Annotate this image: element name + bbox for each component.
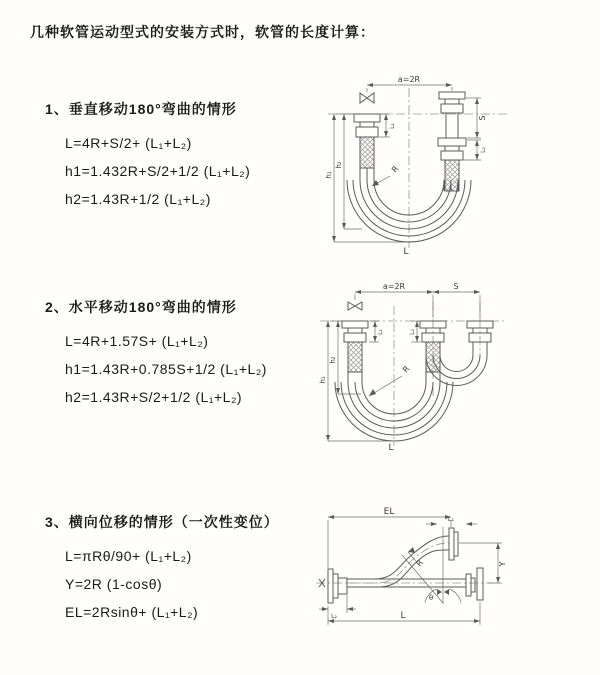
centerlines [328, 88, 510, 248]
section-3-number: 3、 [45, 514, 69, 530]
dim-label-L2: L₂ [331, 613, 337, 620]
dim-label-Y: Y [498, 561, 507, 567]
section-1-formula-L: L=4R+S/2+ (L₁+L₂) [65, 135, 192, 151]
section-1-formula-h2: h2=1.43R+1/2 (L₁+L₂) [65, 191, 211, 207]
section-2-heading [45, 297, 267, 327]
left-fitting [342, 321, 368, 372]
length-label: L [403, 247, 409, 257]
diagram-lateral-displacement [298, 503, 600, 645]
length-label: L [400, 611, 406, 621]
section-3-formula-EL: EL=2Rsinθ+ (L₁+L₂) [65, 604, 199, 620]
valve-icon [348, 302, 362, 310]
section-1-number: 1、 [45, 101, 69, 117]
dim-label-h2: h₂ [329, 356, 337, 364]
right-fitting-lower [438, 138, 466, 191]
left-fitting [354, 114, 380, 168]
diagram-horizontal-180-bend [306, 280, 600, 452]
angle-label-theta: θ [428, 594, 434, 602]
section-3-formula-L: L=πRθ/90+ (L₁+L₂) [65, 548, 192, 564]
section-1-formula-h1: h1=1.432R+S/2+1/2 (L₁+L₂) [65, 163, 251, 179]
braided-hose-section [360, 137, 374, 168]
section-2-formula-L: L=4R+1.57S+ (L₁+L₂) [65, 333, 209, 349]
page-title: 几种软管运动型式的安装方式时，软管的长度计算： [30, 24, 375, 40]
dim-label-h1: h₁ [325, 171, 333, 179]
section-3-formula-Y: Y=2R (1-cosθ) [65, 576, 163, 592]
section-2 [45, 297, 267, 411]
dimension-arrows [322, 515, 500, 623]
section-2-title: 水平移动180°弯曲的情形 [68, 299, 237, 315]
dim-label-EL: EL [383, 507, 395, 517]
braided-hose-section [445, 160, 459, 191]
section-1 [45, 99, 250, 213]
length-label: L [388, 443, 394, 452]
valve-icon [360, 93, 374, 103]
dim-label-S: S [478, 115, 487, 121]
right-fitting-upper [439, 92, 465, 138]
section-2-formula-h2: h2=1.43R+S/2+1/2 (L₁+L₂) [65, 389, 243, 405]
centerlines [316, 543, 494, 583]
top-right-flange [449, 528, 458, 560]
section-3 [45, 512, 279, 626]
section-2-formula-h1: h1=1.43R+0.785S+1/2 (L₁+L₂) [65, 361, 267, 377]
dim-label-L2: L₂ [480, 147, 487, 153]
section-1-title: 垂直移动180°弯曲的情形 [68, 101, 237, 117]
dim-label-S: S [453, 282, 459, 291]
dim-label-span: a=2R [397, 75, 421, 84]
section-3-title: 横向位移的情形（一次性变位） [68, 514, 279, 530]
radius-label: R [390, 164, 401, 175]
radius-label: R [401, 364, 412, 375]
dimension-lines [319, 517, 502, 625]
section-1-heading [45, 99, 250, 129]
section-3-heading [45, 512, 279, 542]
left-flange [328, 569, 347, 603]
braided-hose-section [348, 342, 362, 372]
dim-label-L1: L₁ [377, 329, 384, 335]
dim-label-h1: h₁ [319, 376, 327, 384]
hose-assembly [335, 302, 493, 441]
phantom-straight-position [347, 568, 483, 600]
dim-label-L1: L₁ [447, 515, 455, 523]
dim-label-h2: h₂ [335, 161, 343, 169]
middle-fitting [420, 321, 446, 372]
hose-assembly [319, 528, 483, 603]
dim-label-L1: L₁ [389, 123, 396, 129]
section-2-number: 2、 [45, 299, 69, 315]
radius-label: R [414, 558, 426, 569]
diagram-vertical-180-bend [310, 72, 595, 257]
dim-label-L2: L₂ [409, 329, 416, 335]
dim-label-span: a=2R [382, 282, 406, 291]
